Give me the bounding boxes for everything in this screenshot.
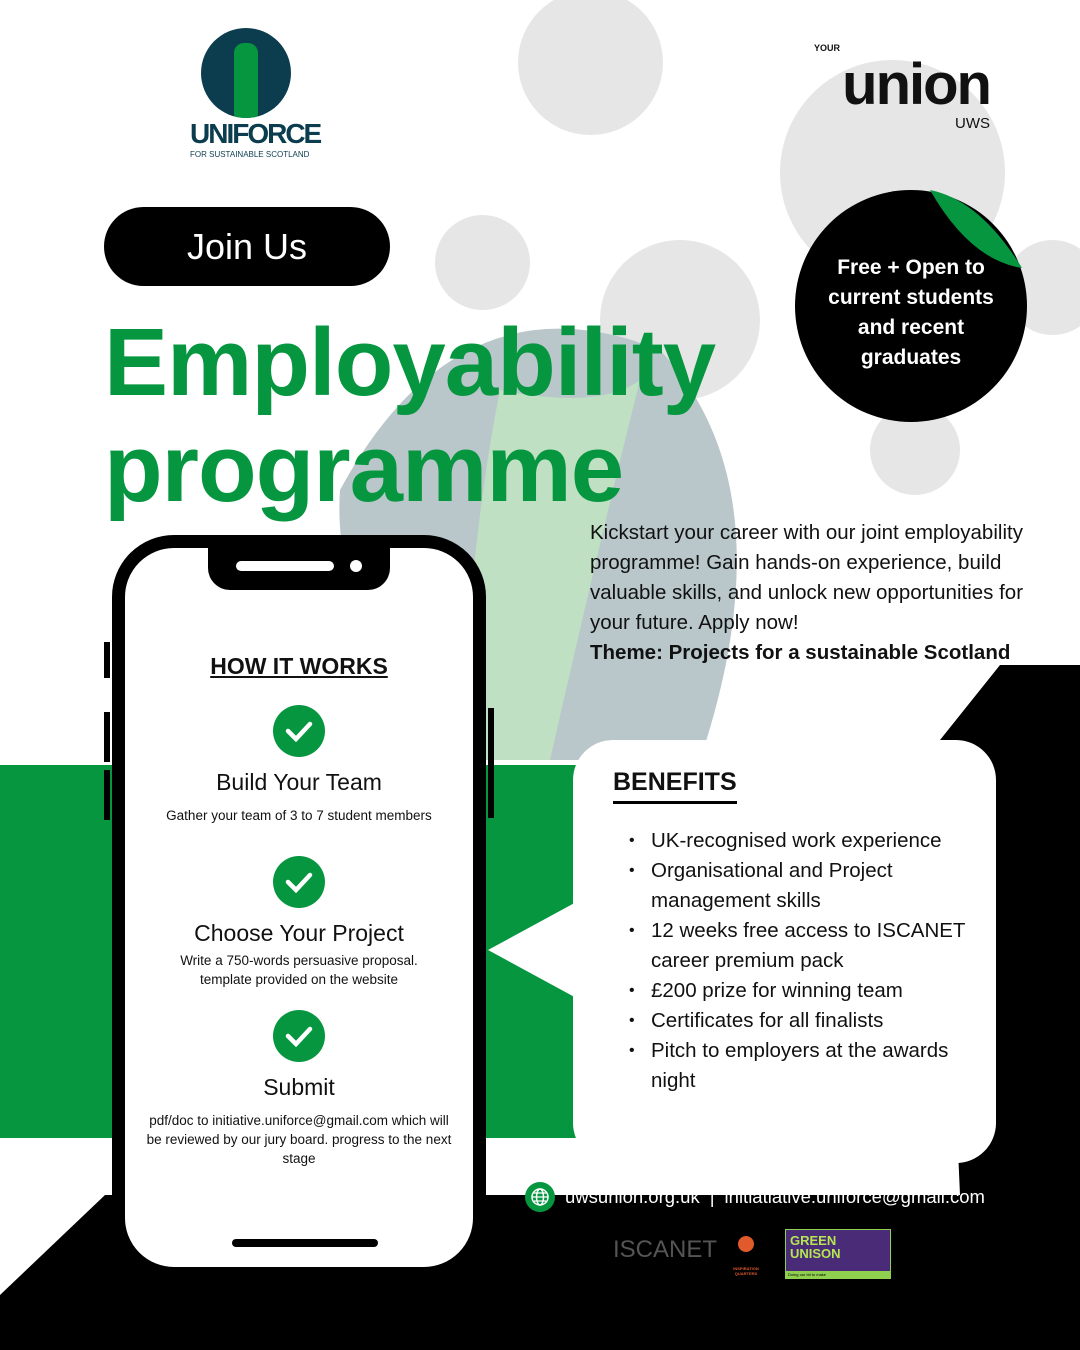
benefits-list bbox=[613, 826, 966, 1096]
list-item: • Pitch to employers at the awards night bbox=[613, 1036, 966, 1096]
website-link[interactable]: uwsunion.org.uk bbox=[565, 1186, 700, 1207]
phone-button bbox=[488, 708, 494, 818]
check-icon bbox=[273, 1010, 325, 1062]
list-item: • £200 prize for winning team bbox=[613, 976, 966, 1006]
list-item: • Organisational and Project management skills bbox=[613, 856, 966, 916]
intro-text: Kickstart your career with our joint employability programme! Gain hands-on experience, build valuable skills, and unlock new opportunities for your future. Apply now! Theme: Projects for a sustainable Scotland bbox=[590, 518, 1060, 668]
inspiration-quarters-logo: INSPIRATION QUARTERS bbox=[728, 1236, 764, 1276]
home-indicator bbox=[232, 1239, 378, 1247]
email-link[interactable]: initiatiative.uniforce@gmail.com bbox=[724, 1186, 985, 1207]
list-item: • 12 weeks free access to ISCANET career premium pack bbox=[613, 916, 966, 976]
phone-mockup bbox=[112, 535, 486, 1280]
green-unison-logo: GREEN UNISON Doing our bit to make bbox=[785, 1229, 891, 1279]
list-item: • Certificates for all finalists bbox=[613, 1006, 966, 1036]
list-item: • UK-recognised work experience bbox=[613, 826, 966, 856]
globe-icon bbox=[525, 1182, 555, 1212]
uniforce-logo: UNIFORCE FOR SUSTAINABLE SCOTLAND bbox=[190, 28, 302, 159]
join-us-button[interactable]: Join Us bbox=[104, 207, 390, 286]
step-build-team: Build Your Team Gather your team of 3 to 7 student members bbox=[125, 705, 473, 825]
benefits-panel: BENEFITS • UK-recognised work experience • Organisational and Project management skills • 12 weeks free access to ISCANET career premium pack • £200 prize for winning team • Certificates for all finalists • Pitch to employers at the awards night bbox=[573, 740, 996, 1163]
step-choose-project: Choose Your Project Write a 750-words persuasive proposal. template provided on the website bbox=[125, 856, 473, 989]
phone-button bbox=[104, 642, 110, 678]
iscanet-logo: ISCANET bbox=[613, 1236, 718, 1263]
page-title: Employability programme bbox=[104, 309, 716, 522]
phone-button bbox=[104, 770, 110, 820]
contact-footer: uwsunion.org.uk | initiatiative.uniforce@gmail.com bbox=[525, 1182, 985, 1212]
phone-notch bbox=[208, 548, 390, 590]
your-union-logo: YOUR union UWS bbox=[814, 43, 990, 132]
eligibility-badge: Free + Open to current students and recent graduates bbox=[795, 190, 1027, 422]
page-curl bbox=[930, 190, 1025, 270]
phone-button bbox=[104, 712, 110, 762]
check-icon bbox=[273, 856, 325, 908]
theme-text: Theme: Projects for a sustainable Scotland bbox=[590, 641, 1011, 664]
check-icon bbox=[273, 705, 325, 757]
step-submit: Submit pdf/doc to initiative.uniforce@gmail.com which will be reviewed by our jury board. progress to the next stage bbox=[125, 1010, 473, 1168]
how-it-works-heading: HOW IT WORKS bbox=[210, 653, 388, 679]
